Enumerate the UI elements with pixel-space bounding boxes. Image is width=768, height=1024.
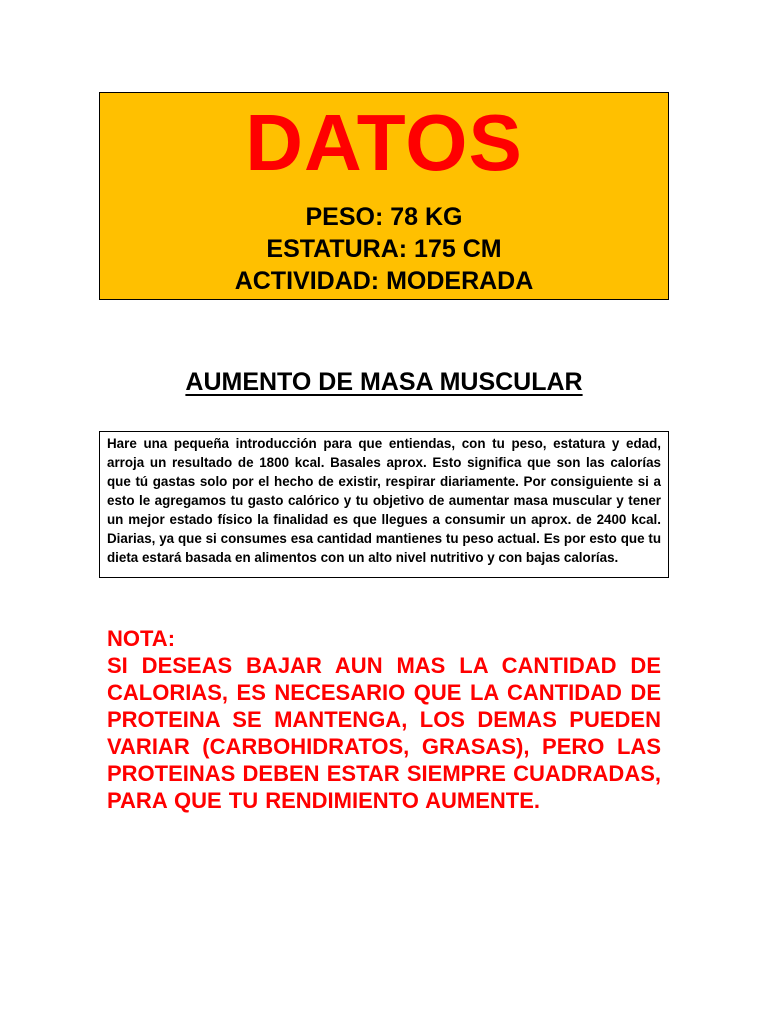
section-heading-text: AUMENTO DE MASA MUSCULAR [185,368,583,396]
intro-box [99,431,669,578]
nota-label: NOTA: [107,626,176,651]
intro-paragraph: Hare una pequeña introducción para que entiendas, con tu peso, estatura y edad, arroja un resultado de 1800 kcal. Basales aprox. Esto significa que son las calorías que tú gastas solo por el hecho de existir, respirar diariamente. Por consiguiente si a esto le agregamos tu gasto calórico y tu objetivo de aumentar masa muscular y tener un mejor estado físico la finalidad es que llegues a consumir un aprox. de 2400 kcal. Diarias, ya que si consumes esa cantidad mantienes tu peso actual. Es por esto que tu dieta estará basada en alimentos con un alto nivel nutritivo y con bajas calorías. [107,436,661,565]
nota-block [107,625,661,814]
datos-peso: PESO: 78 KG [305,203,463,231]
datos-box [99,92,669,300]
nota-text: SI DESEAS BAJAR AUN MAS LA CANTIDAD DE CALORIAS, ES NECESARIO QUE LA CANTIDAD DE PROTEINA SE MANTENGA, LOS DEMAS PUEDEN VARIAR (CARBOHIDRATOS, GRASAS), PERO LAS PROTEINAS DEBEN ESTAR SIEMPRE CUADRADAS, PARA QUE TU RENDIMIENTO AUMENTE. [107,653,661,813]
section-heading [0,367,768,397]
datos-actividad: ACTIVIDAD: MODERADA [234,267,534,295]
datos-estatura: ESTATURA: 175 CM [266,235,502,263]
datos-list [100,201,668,297]
datos-title: DATOS [245,98,523,187]
